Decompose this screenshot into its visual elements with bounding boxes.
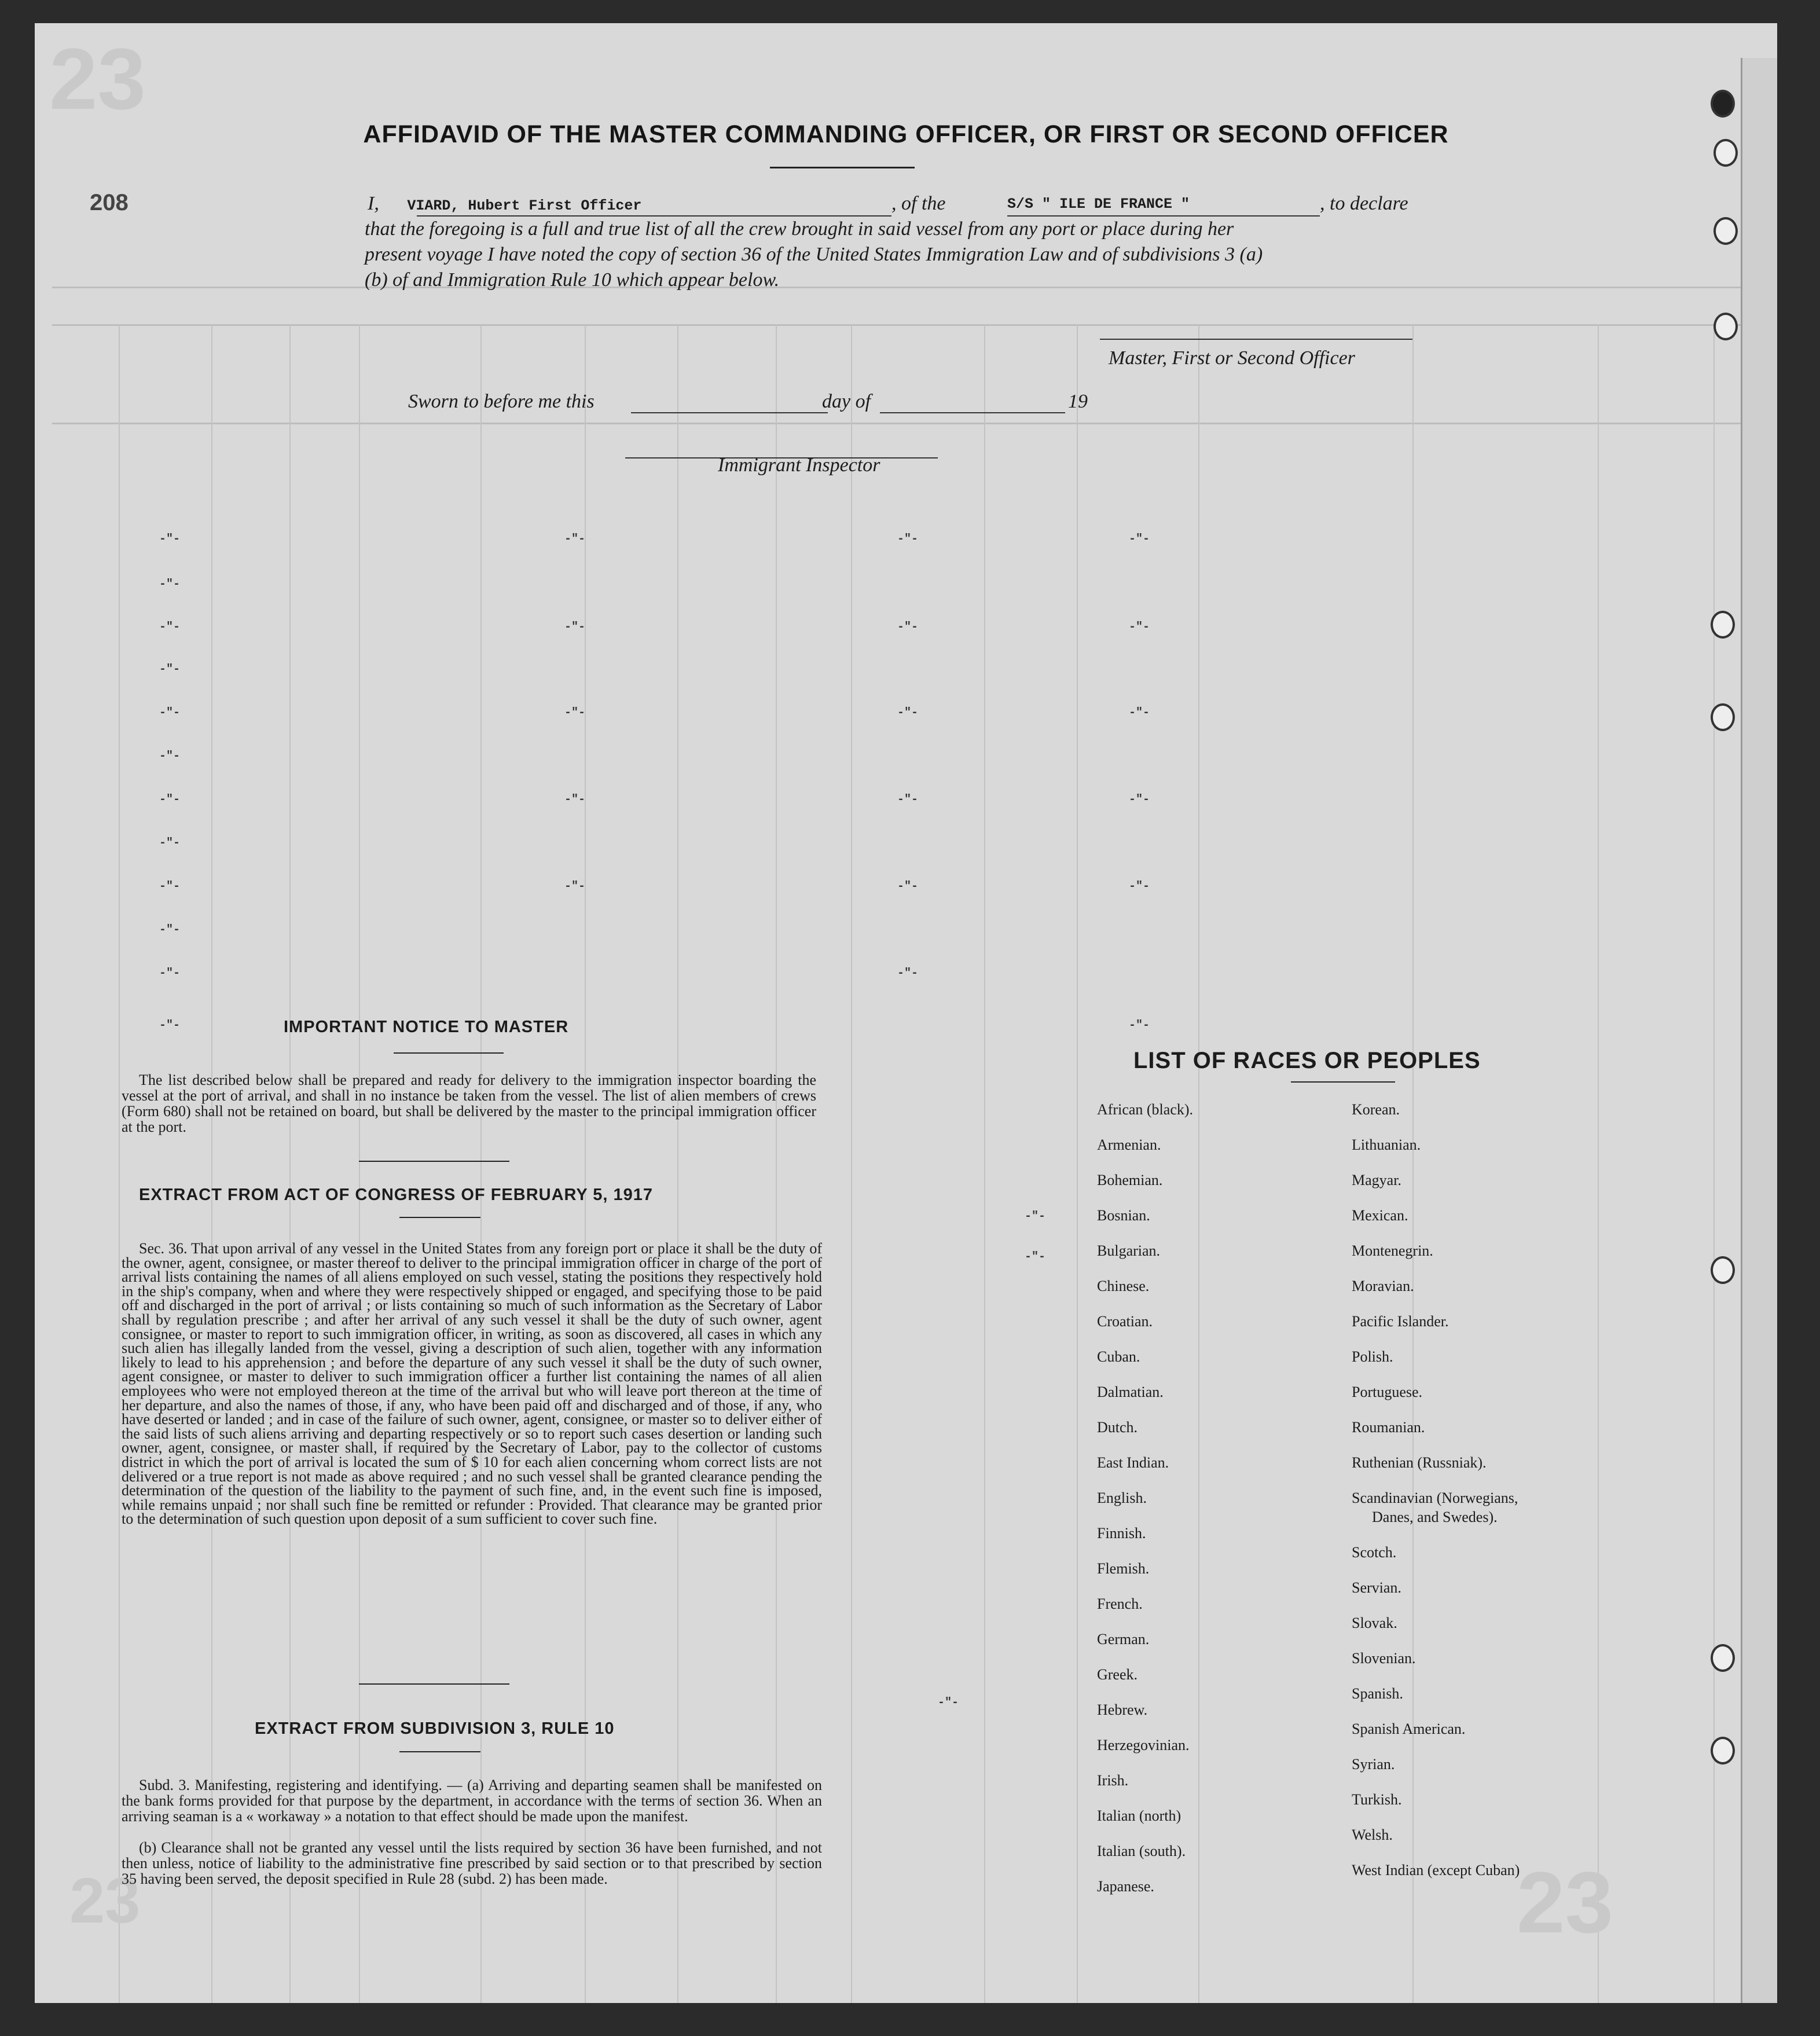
race-item: Japanese. (1097, 1878, 1154, 1895)
punch-hole (1711, 1737, 1735, 1764)
ditto-mark: -"- (159, 533, 181, 546)
race-item: Lithuanian. (1352, 1136, 1421, 1153)
race-item: Korean. (1352, 1101, 1400, 1118)
ghost-column-line (1412, 324, 1414, 2003)
ghost-column-line (480, 324, 482, 2003)
ditto-mark: -"- (1129, 621, 1150, 634)
ghost-rule (52, 287, 1766, 288)
ghost-column-line (289, 324, 291, 2003)
race-item: Polish. (1352, 1348, 1393, 1365)
race-item: Spanish American. (1352, 1720, 1466, 1737)
ditto-mark: -"- (564, 880, 586, 893)
important-notice-text: The list described below shall be prepared and ready for delivery to the immigration inspector boarding the vessel at the port of arrival, and shall in no instance be taken from the vessel. The list of alien members of crews (Form 680) shall not be retained on board, but shall be delivered by the master to the principal immigration officer at the port. (122, 1072, 816, 1135)
race-item: Flemish. (1097, 1560, 1150, 1577)
race-item: Ruthenian (Russniak). (1352, 1454, 1487, 1471)
ghost-column-line (1198, 324, 1199, 2003)
ghost-column-line (984, 324, 985, 2003)
punch-hole (1713, 313, 1738, 340)
race-item: Montenegrin. (1352, 1242, 1433, 1259)
extract-act-heading: EXTRACT FROM ACT OF CONGRESS OF FEBRUARY 5, 1917 (139, 1186, 654, 1204)
affidavit-line-4: (b) of and Immigration Rule 10 which appear below. (365, 269, 780, 291)
ditto-mark: -"- (564, 706, 586, 720)
race-item: English. (1097, 1490, 1147, 1506)
ditto-mark: -"- (897, 533, 919, 546)
extract-act-text: Sec. 36. That upon arrival of any vessel in the United States from any foreign port or place it shall be the duty of the owner, agent, consignee, or master thereof to deliver to the principal immigration officer in charge of the port of arrival lists containing the names of all aliens employed on such vessel, stating the positions they respectively hold in the ship's company, when and where they were respectively shipped or engaged, and specifying those to be paid off and discharged in the port of arrival ; or lists containing so much of such information as the Secretary of Labor shall by regulation prescribe ; and after her arrival of any such vessel it shall be the duty of such owner, agent consignee, or master to report to such immigration officer, in writing, as soon as discovered, all cases in which any such alien has illegally landed from the vessel, giving a description of such alien, together with any information likely to lead to his apprehension ; and before the departure of any such vessel it shall be the duty of such owner, agent consignee, or master to deliver to such immigration officer a further list containing the names of all alien employees who were not employed thereon at the time of the arrival but who will leave port thereon at the time of her departure, and also the names of those, if any, who have been paid off and discharged and of those, if any, who have deserted or landed ; and in case of the failure of such owner, agent, consignee, or master so to deliver either of the said lists of such aliens arriving and departing respectively or so to report such cases desertion or landing such owner, agent, consignee, or master shall, if required by the Secretary of Labor, pay to the collector of customs district in which the port of arrival is located the sum of $ 10 for each alien concerning whom correct lists are not delivered or a true report is not made as above required ; and no such vessel shall be granted clearance pending the determination of the question of the liability to the payment of such fine, and, in the event such fine is imposed, while remains unpaid ; nor shall such fine be remitted or refunder : Provided. That clearance may be granted prior to the determination of such question upon deposit of a sum sufficient to cover such fine. (122, 1240, 822, 1528)
page-edge (1741, 58, 1777, 2003)
race-item: Chinese. (1097, 1278, 1150, 1294)
inspector-label: Immigrant Inspector (718, 454, 880, 476)
affidavit-lead: I, (368, 193, 379, 214)
affidavit-line-3: present voyage I have noted the copy of section 36 of the United States Immigration Law and of subdivisions 3 (a) (365, 244, 1263, 265)
ghost-column-line (359, 324, 360, 2003)
race-item: Finnish. (1097, 1525, 1146, 1542)
ditto-mark: -"- (1129, 880, 1150, 893)
ditto-mark: -"- (1129, 793, 1150, 806)
ditto-mark: -"- (564, 621, 586, 634)
ditto-mark: -"- (159, 663, 181, 676)
vessel-name: S/S " ILE DE FRANCE " (1007, 196, 1190, 212)
sworn-text: Sworn to before me this (408, 391, 595, 412)
affidavit-line-2: that the foregoing is a full and true list of all the crew brought in said vessel from any port or place during her (365, 218, 1234, 240)
ditto-mark: -"- (159, 706, 181, 720)
ditto-mark: -"- (159, 880, 181, 893)
race-item: Greek. (1097, 1666, 1138, 1683)
race-item: Moravian. (1352, 1278, 1414, 1294)
side-number: 208 (90, 190, 129, 215)
ghost-column-line (1598, 324, 1599, 2003)
race-item: Dutch. (1097, 1419, 1138, 1436)
race-item: Hebrew. (1097, 1701, 1148, 1718)
race-item: Slovenian. (1352, 1650, 1416, 1667)
ditto-mark: -"- (1129, 706, 1150, 720)
ditto-mark: -"- (159, 837, 181, 850)
race-item: Roumanian. (1352, 1419, 1425, 1436)
heading-underline (399, 1751, 480, 1752)
ditto-mark: -"- (1129, 1019, 1150, 1032)
ditto-mark: -"- (897, 793, 919, 806)
punch-hole (1711, 703, 1735, 731)
race-item: Servian. (1352, 1579, 1401, 1596)
ditto-mark: -"- (897, 967, 919, 980)
ditto-mark: -"- (159, 578, 181, 591)
ditto-mark: -"- (159, 923, 181, 937)
stamp-mark: 23 (69, 1865, 141, 1936)
race-item: Welsh. (1352, 1826, 1393, 1843)
race-item: German. (1097, 1631, 1150, 1648)
ghost-column-line (677, 324, 678, 2003)
race-item: Magyar. (1352, 1172, 1401, 1188)
race-item: Slovak. (1352, 1615, 1397, 1631)
race-item: Bohemian. (1097, 1172, 1163, 1188)
ditto-mark: -"- (159, 750, 181, 763)
ditto-mark: -"- (159, 621, 181, 634)
ghost-column-line (585, 324, 586, 2003)
race-item: Italian (south). (1097, 1843, 1186, 1859)
heading-underline (1291, 1081, 1395, 1083)
page-title: AFFIDAVID OF THE MASTER COMMANDING OFFICER, OR FIRST OR SECOND OFFICER (363, 120, 1449, 148)
race-item: French. (1097, 1595, 1143, 1612)
race-item: Syrian. (1352, 1756, 1395, 1773)
ditto-mark: -"- (897, 706, 919, 720)
document-page (35, 23, 1777, 2003)
punch-hole (1711, 90, 1735, 118)
ditto-mark: -"- (897, 621, 919, 634)
race-item: Scotch. (1352, 1544, 1397, 1561)
ditto-mark: -"- (159, 1019, 181, 1032)
signature-line (1100, 339, 1412, 340)
officer-name: VIARD, Hubert First Officer (407, 197, 642, 214)
race-item: Danes, and Swedes). (1372, 1509, 1498, 1525)
heading-underline (399, 1217, 480, 1218)
race-item: Spanish. (1352, 1685, 1403, 1702)
race-item: Mexican. (1352, 1207, 1408, 1224)
divider (359, 1161, 509, 1162)
ditto-mark: -"- (897, 880, 919, 893)
race-item: Cuban. (1097, 1348, 1140, 1365)
punch-hole (1711, 1256, 1735, 1284)
ghost-rule (52, 423, 1766, 424)
sworn-year: 19 (1068, 391, 1088, 412)
race-item: Scandinavian (Norwegians, (1352, 1490, 1518, 1506)
divider (359, 1683, 509, 1685)
ditto-mark: -"- (1025, 1250, 1046, 1264)
ditto-mark: -"- (938, 1696, 959, 1709)
race-item: West Indian (except Cuban) (1352, 1862, 1520, 1879)
race-item: Turkish. (1352, 1791, 1402, 1808)
race-item: Bosnian. (1097, 1207, 1150, 1224)
ditto-mark: -"- (159, 967, 181, 980)
race-item: Irish. (1097, 1772, 1129, 1789)
ghost-column-line (119, 324, 120, 2003)
punch-hole (1713, 217, 1738, 245)
ditto-mark: -"- (1129, 533, 1150, 546)
race-item: Dalmatian. (1097, 1384, 1164, 1400)
heading-underline (394, 1052, 504, 1054)
races-heading: LIST OF RACES OR PEOPLES (1133, 1048, 1481, 1073)
important-notice-heading: IMPORTANT NOTICE TO MASTER (284, 1018, 569, 1036)
title-underline (770, 167, 915, 168)
ghost-rule (52, 324, 1766, 326)
race-item: East Indian. (1097, 1454, 1169, 1471)
extract-rule-text-a: Subd. 3. Manifesting, registering and identifying. — (a) Arriving and departing seamen shall be manifested on the bank forms provided for that purpose by the department, in accordance with the terms of section 36. When an arriving seaman is a « workaway » a notation to that effect should be made upon the manifest. (122, 1777, 822, 1825)
race-item: Herzegovinian. (1097, 1737, 1190, 1753)
ditto-mark: -"- (564, 533, 586, 546)
signature-label: Master, First or Second Officer (1109, 347, 1355, 369)
stamp-mark: 23 (1517, 1854, 1613, 1951)
affidavit-of-the: , of the (891, 193, 946, 214)
ditto-mark: -"- (1025, 1210, 1046, 1223)
ghost-column-line (851, 324, 852, 2003)
punch-hole (1711, 1644, 1735, 1672)
race-item: Bulgarian. (1097, 1242, 1161, 1259)
race-item: Portuguese. (1352, 1384, 1423, 1400)
extract-rule-text-b: (b) Clearance shall not be granted any vessel until the lists required by section 36 have been furnished, and not then unless, notice of liability to the administrative fine prescribed by said section or to that prescribed by section 35 having been served, the deposit specified in Rule 28 (subd. 2) has been made. (122, 1839, 822, 1887)
stamp-mark: 23 (49, 30, 146, 127)
ghost-column-line (211, 324, 212, 2003)
race-item: Armenian. (1097, 1136, 1161, 1153)
race-item: Croatian. (1097, 1313, 1153, 1330)
ditto-mark: -"- (159, 793, 181, 806)
race-item: Italian (north) (1097, 1807, 1181, 1824)
ditto-mark: -"- (564, 793, 586, 806)
ghost-column-line (776, 324, 777, 2003)
ghost-column-line (1077, 324, 1078, 2003)
extract-rule-heading: EXTRACT FROM SUBDIVISION 3, RULE 10 (255, 1719, 615, 1738)
punch-hole (1711, 611, 1735, 639)
fill-line (631, 412, 828, 413)
race-item: Pacific Islander. (1352, 1313, 1449, 1330)
fill-line (880, 412, 1065, 413)
race-item: African (black). (1097, 1101, 1194, 1118)
sworn-day: day of (822, 391, 871, 412)
affidavit-to-declare: , to declare (1320, 193, 1408, 214)
